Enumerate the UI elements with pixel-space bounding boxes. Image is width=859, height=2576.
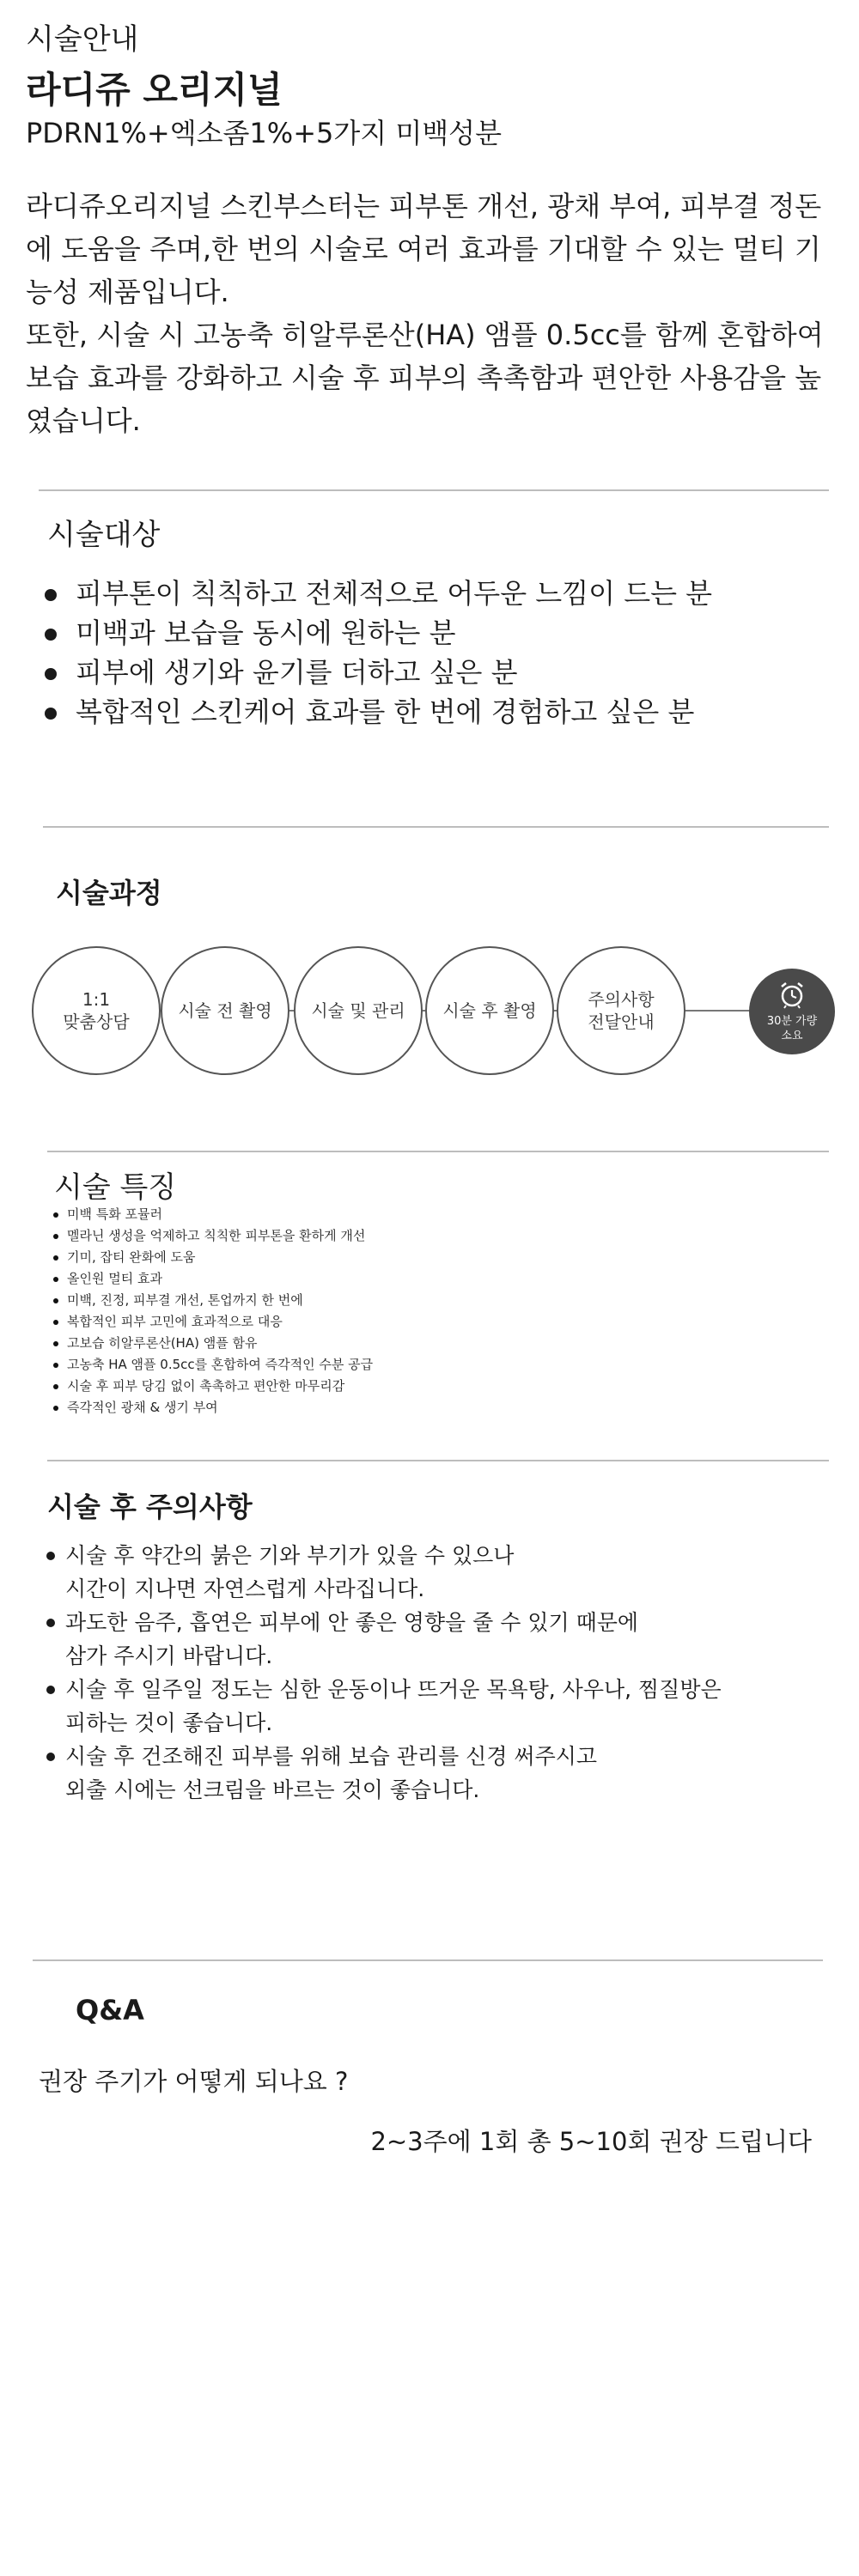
process-step-before-photo: 시술 전 촬영	[161, 946, 289, 1075]
list-item: 시술 후 건조해진 피부를 위해 보습 관리를 신경 써주시고 외출 시에는 선크림을 바르는 것이 좋습니다.	[45, 1740, 835, 1807]
targets-heading: 시술대상	[47, 518, 161, 552]
targets-list	[43, 574, 833, 732]
qa-answer: 2~3주에 1회 총 5~10회 권장 드립니다	[370, 2127, 812, 2156]
list-item: 시술 후 일주일 정도는 심한 운동이나 뜨거운 목욕탕, 사우나, 찜질방은 피하는 것이 좋습니다.	[45, 1673, 835, 1740]
process-step-notice: 주의사항 전달안내	[557, 946, 685, 1075]
process-heading: 시술과정	[56, 877, 162, 909]
process-step-treatment: 시술 및 관리	[294, 946, 423, 1075]
divider	[47, 1151, 829, 1152]
qa-question: 권장 주기가 어떻게 되나요 ?	[39, 2067, 349, 2096]
list-item: 복합적인 피부 고민에 효과적으로 대응	[52, 1311, 825, 1333]
list-item: 미백 특화 포뮬러	[52, 1204, 825, 1225]
divider	[33, 1959, 823, 1961]
divider	[39, 489, 829, 491]
list-item: 시술 후 약간의 붉은 기와 부기가 있을 수 있으나 시간이 지나면 자연스럽게 사라집니다.	[45, 1539, 835, 1606]
list-item: 기미, 잡티 완화에 도움	[52, 1247, 825, 1268]
list-item: 과도한 음주, 흡연은 피부에 안 좋은 영향을 줄 수 있기 때문에 삼가 주시기 바랍니다.	[45, 1606, 835, 1673]
list-item: 올인원 멀티 효과	[52, 1268, 825, 1290]
divider	[43, 826, 829, 828]
list-item: 고보습 히알루론산(HA) 앰플 함유	[52, 1333, 825, 1354]
list-item: 피부에 생기와 윤기를 더하고 싶은 분	[43, 653, 833, 692]
aftercare-heading: 시술 후 주의사항	[47, 1491, 253, 1523]
list-item: 멜라닌 생성을 억제하고 칙칙한 피부톤을 환하게 개선	[52, 1225, 825, 1247]
aftercare-list	[45, 1539, 835, 1807]
list-item: 피부톤이 칙칙하고 전체적으로 어두운 느낌이 드는 분	[43, 574, 833, 613]
alarm-clock-icon	[777, 980, 807, 1012]
divider	[47, 1460, 829, 1461]
qa-heading: Q&A	[76, 1994, 144, 2026]
list-item: 미백과 보습을 동시에 원하는 분	[43, 613, 833, 653]
list-item: 복합적인 스킨케어 효과를 한 번에 경험하고 싶은 분	[43, 692, 833, 732]
duration-text: 30분 가량 소요	[766, 1015, 818, 1042]
features-list	[52, 1204, 825, 1419]
features-heading: 시술 특징	[54, 1170, 177, 1205]
section-label: 시술안내	[26, 22, 139, 57]
page-subtitle: PDRN1%+엑소좀1%+5가지 미백성분	[26, 117, 503, 149]
list-item: 시술 후 피부 당김 없이 촉촉하고 편안한 마무리감	[52, 1376, 825, 1397]
list-item: 미백, 진정, 피부결 개선, 톤업까지 한 번에	[52, 1290, 825, 1311]
list-item: 고농축 HA 앰플 0.5cc를 혼합하여 즉각적인 수분 공급	[52, 1354, 825, 1376]
page-title: 라디쥬 오리지널	[26, 69, 283, 111]
process-step-after-photo: 시술 후 촬영	[425, 946, 554, 1075]
duration-badge	[749, 969, 835, 1054]
process-step-consult: 1:1 맞춤상담	[32, 946, 161, 1075]
intro-paragraph-2: 또한, 시술 시 고농축 히알루론산(HA) 앰플 0.5cc를 함께 혼합하여 보습 효과를 강화하고 시술 후 피부의 촉촉함과 편안한 사용감을 높였습니다.	[26, 319, 824, 437]
list-item: 즉각적인 광채 & 생기 부여	[52, 1397, 825, 1419]
intro-text	[26, 185, 842, 442]
intro-paragraph-1: 라디쥬오리지널 스킨부스터는 피부톤 개선, 광채 부여, 피부결 정돈에 도움을 주며,한 번의 시술로 여러 효과를 기대할 수 있는 멀티 기능성 제품입니다.	[26, 190, 822, 308]
